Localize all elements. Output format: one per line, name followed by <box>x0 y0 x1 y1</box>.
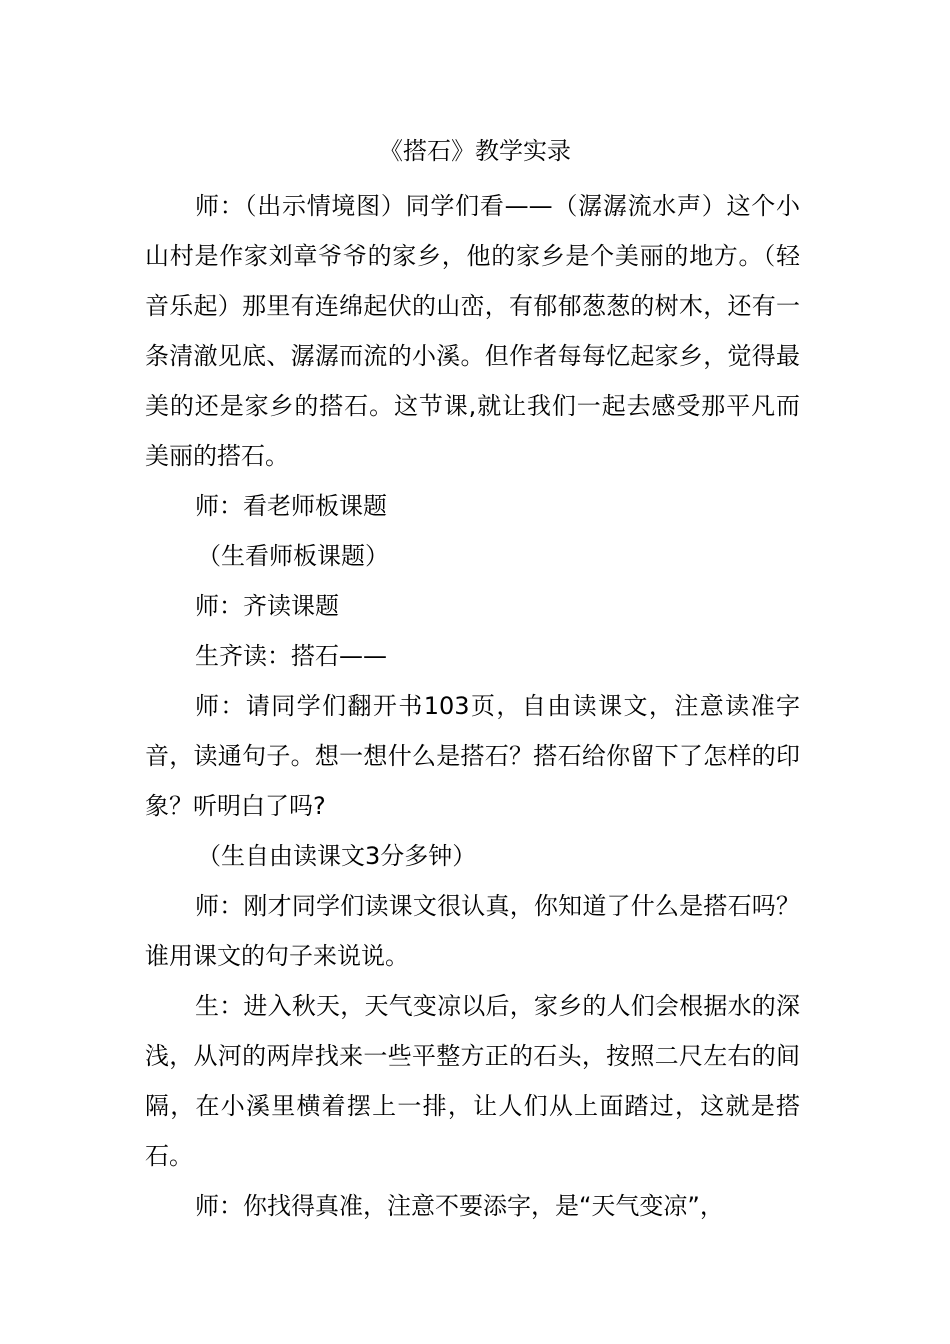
document-title: 《搭石》教学实录 <box>379 137 571 165</box>
paragraph-teacher-board: 师：看老师板课题 <box>195 492 387 520</box>
document-body <box>145 181 800 1231</box>
paragraph-students-read: 生齐读：搭石—— <box>195 642 387 670</box>
paragraph-student-answer: 生：进入秋天，天气变凉以后，家乡的人们会根据水的深浅，从河的两岸找来一些平整方正的石头，按照二尺左右的间隔，在小溪里横着摆上一排，让人们从上面踏过，这就是搭石。 <box>145 992 800 1170</box>
paragraph-stage-direction: （生看师板课题） <box>197 542 389 570</box>
paragraph-teacher-read: 师：齐读课题 <box>195 592 339 620</box>
paragraph-stage-reading: （生自由读课文3分多钟） <box>197 842 477 870</box>
paragraph-intro: 师：（出示情境图）同学们看——（潺潺流水声）这个小山村是作家刘章爷爷的家乡，他的家乡是个美丽的地方。（轻音乐起）那里有连绵起伏的山峦，有郁郁葱葱的树木，还有一条清澈见底、潺潺而流的小溪。但作者每每忆起家乡，觉得最美的还是家乡的搭石。这节课,就让我们一起去感受那平凡而美丽的搭石。 <box>145 192 800 470</box>
paragraph-teacher-feedback: 师：你找得真准，注意不要添字，是“天气变凉”， <box>195 1192 724 1220</box>
paragraph-teacher-open-book: 师：请同学们翻开书103页，自由读课文，注意读准字音，读通句子。想一想什么是搭石？搭石给你留下了怎样的印象？听明白了吗? <box>145 692 800 820</box>
paragraph-teacher-question: 师：刚才同学们读课文很认真，你知道了什么是搭石吗？谁用课文的句子来说说。 <box>145 892 800 970</box>
